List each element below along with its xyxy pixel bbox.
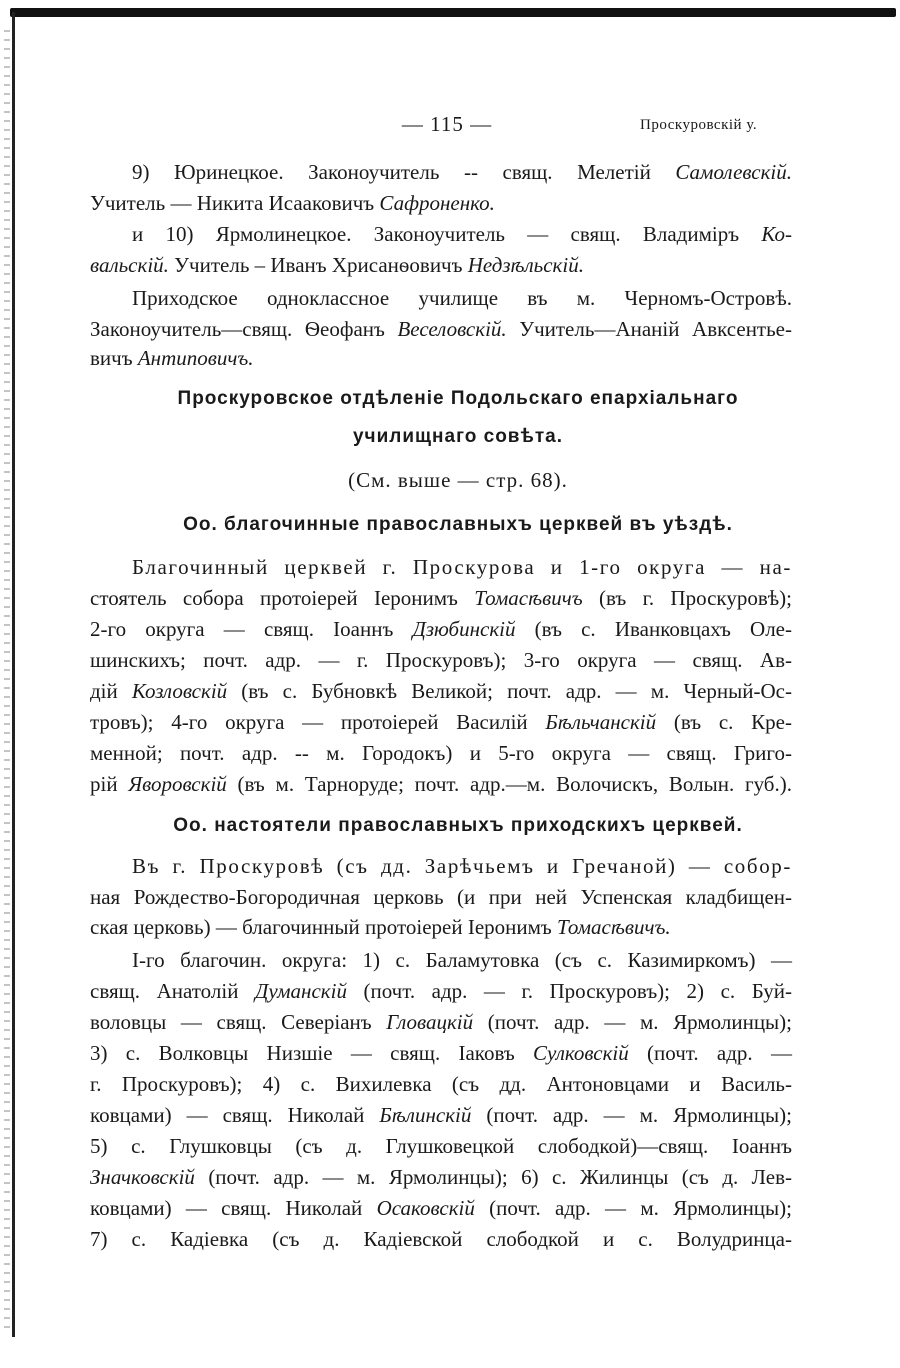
text-line: ная Рождество-Богородичная церковь (и при ней Успенская кладбищен- xyxy=(90,885,792,909)
section-heading: училищнаго совѣта. xyxy=(352,426,563,447)
text-line: ковцами) — свящ. Николай Осаковскій (почт. адр. — м. Ярмолинцы); xyxy=(90,1196,792,1220)
text-line: Приходское одноклассное училище въ м. Черномъ-Островѣ. xyxy=(132,286,792,310)
text-line: дій Козловскій (въ с. Бубновкѣ Великой; почт. адр. — м. Черный-Ос- xyxy=(90,679,792,703)
text-line: рій Яворовскій (въ м. Тарноруде; почт. адр.—м. Волочискъ, Волын. губ.). xyxy=(90,772,792,796)
text-line: 3) с. Волковцы Низшіе — свящ. Іаковъ Сулковскій (почт. адр. — xyxy=(90,1041,792,1065)
section-heading: Проскуровское отдѣленіе Подольскаго епархіальнаго xyxy=(177,388,739,409)
text-line: Законоучитель—свящ. Ѳеофанъ Веселовскій. Учитель—Ананій Авксентье- xyxy=(90,317,792,341)
text-line: 7) с. Кадіевка (съ д. Кадіевской слободкой и с. Волудринца- xyxy=(90,1227,792,1251)
text-line: 5) с. Глушковцы (съ д. Глушковецкой слободкой)—свящ. Іоаннъ xyxy=(90,1134,792,1158)
text-line: и 10) Ярмолинецкое. Законоучитель — свящ. Владиміръ Ко- xyxy=(132,222,792,246)
text-line: Благочинный церквей г. Проскурова и 1-го округа — на- xyxy=(132,555,792,579)
section-heading: Оо. настоятели православныхъ приходскихъ церквей. xyxy=(173,815,743,836)
text-line: вальскій. Учитель – Иванъ Хрисанѳовичъ Недзѣльскій. xyxy=(90,253,584,277)
text-line: стоятель собора протоіерей Іеронимъ Томасѣвичъ (въ г. Проскуровѣ); xyxy=(90,586,792,610)
page-number: — 115 — xyxy=(401,112,493,136)
text-line: шинскихъ; почт. адр. — г. Проскуровъ); 3-го округа — свящ. Ав- xyxy=(90,648,792,672)
text-line: І-го благочин. округа: 1) с. Баламутовка (съ с. Казимиркомъ) — xyxy=(132,948,792,972)
section-heading: Оо. благочинные православныхъ церквей въ уѣздѣ. xyxy=(183,514,733,535)
text-line: Значковскій (почт. адр. — м. Ярмолинцы); 6) с. Жилинцы (съ д. Лев- xyxy=(90,1165,792,1189)
running-head: Проскуровскій у. xyxy=(640,117,758,133)
text-line: менной; почт. адр. -- м. Городокъ) и 5-го округа — свящ. Григо- xyxy=(90,741,792,765)
text-line: вичъ Антиповичъ. xyxy=(90,346,254,370)
text-line: 9) Юринецкое. Законоучитель -- свящ. Мелетій Самолевскій. xyxy=(132,160,792,184)
binding-marks xyxy=(4,30,10,1330)
text-line: свящ. Анатолій Думанскій (почт. адр. — г. Проскуровъ); 2) с. Буй- xyxy=(90,979,792,1003)
page-left-edge xyxy=(12,12,15,1337)
text-line: воловцы — свящ. Северіанъ Гловацкій (почт. адр. — м. Ярмолинцы); xyxy=(90,1010,792,1034)
text-line: тровъ); 4-го округа — протоіерей Василій Бѣльчанскій (въ с. Кре- xyxy=(90,710,792,734)
text-line: 2-го округа — свящ. Іоаннъ Дзюбинскій (въ с. Иванковцахъ Оле- xyxy=(90,617,792,641)
text-line: г. Проскуровъ); 4) с. Вихилевка (съ дд. Антоновцами и Василь- xyxy=(90,1072,792,1096)
page-top-edge xyxy=(10,8,896,17)
text-line: ковцами) — свящ. Николай Бѣлинскій (почт. адр. — м. Ярмолинцы); xyxy=(90,1103,792,1127)
text-line: Въ г. Проскуровѣ (съ дд. Зарѣчьемъ и Гречаной) — собор- xyxy=(132,854,792,878)
text-line: Учитель — Никита Исааковичъ Сафроненко. xyxy=(90,191,495,215)
text-line: ская церковь) — благочинный протоіерей Іеронимъ Томасѣвичъ. xyxy=(90,915,671,939)
cross-reference: (См. выше — стр. 68). xyxy=(348,468,568,492)
